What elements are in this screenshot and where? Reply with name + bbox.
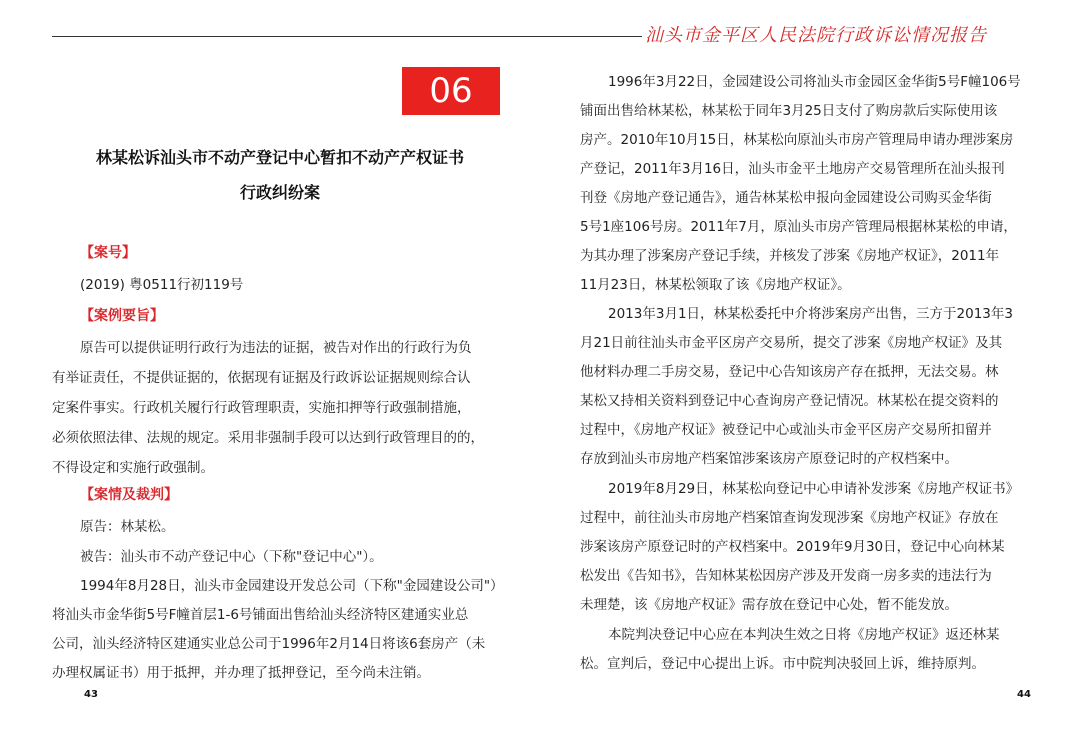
body-line: 2019年8月29日，林某松向登记中心申请补发涉案《房地产权证书》 bbox=[608, 481, 1020, 497]
section-heading-facts: 【案情及裁判】 bbox=[80, 487, 178, 503]
fact-line: 办理权属证书）用于抵押，并办理了抵押登记，至今尚未注销。 bbox=[52, 665, 430, 681]
case-number: (2019) 粤0511行初119号 bbox=[80, 277, 244, 293]
body-line: 存放到汕头市房地产档案馆涉案该房产原登记时的产权档案中。 bbox=[580, 451, 958, 467]
section-heading-case-no: 【案号】 bbox=[80, 245, 136, 261]
case-number-badge: 06 bbox=[402, 67, 500, 115]
body-line: 月21日前往汕头市金平区房产交易所，提交了涉案《房地产权证》及其 bbox=[580, 335, 1003, 351]
body-line: 本院判决登记中心应在本判决生效之日将《房地产权证》返还林某 bbox=[608, 627, 1000, 643]
gist-line: 有举证责任，不提供证据的，依据现有证据及行政诉讼证据规则综合认 bbox=[52, 370, 471, 386]
body-line: 某松又持相关资料到登记中心查询房产登记情况。林某松在提交资料的 bbox=[580, 393, 999, 409]
case-title-line-1: 林某松诉汕头市不动产登记中心暂扣不动产产权证书 bbox=[95, 148, 464, 167]
body-line: 房产。2010年10月15日，林某松向原汕头市房产管理局申请办理涉案房 bbox=[580, 132, 1014, 148]
body-line: 过程中，前往汕头市房地产档案馆查询发现涉案《房地产权证》存放在 bbox=[580, 510, 999, 526]
body-line: 松发出《告知书》，告知林某松因房产涉及开发商一房多卖的违法行为 bbox=[580, 568, 992, 584]
gist-line: 定案件事实。行政机关履行行政管理职责，实施扣押等行政强制措施， bbox=[52, 400, 471, 416]
body-line: 5号1座106号房。2011年7月，原汕头市房产管理局根据林某松的申请， bbox=[580, 219, 1017, 235]
body-line: 1996年3月22日，金园建设公司将汕头市金园区金华街5号F幢106号 bbox=[608, 74, 1021, 90]
section-heading-gist: 【案例要旨】 bbox=[80, 308, 164, 324]
gist-line: 不得设定和实施行政强制。 bbox=[52, 460, 214, 476]
gist-line: 必须依照法律、法规的规定。采用非强制手段可以达到行政管理目的的， bbox=[52, 430, 484, 446]
body-line: 过程中，《房地产权证》被登记中心或汕头市金平区房产交易所扣留并 bbox=[580, 422, 992, 438]
body-line: 刊登《房地产登记通告》，通告林某松申报向金园建设公司购买金华街 bbox=[580, 190, 992, 206]
case-title-line-2: 行政纠纷案 bbox=[239, 183, 320, 202]
body-line: 产登记，2011年3月16日，汕头市金平土地房产交易管理所在汕头报刊 bbox=[580, 161, 1005, 177]
report-header-title: 汕头市金平区人民法院行政诉讼情况报告 bbox=[645, 25, 987, 46]
fact-line: 公司，汕头经济特区建通实业总公司于1996年2月14日将该6套房产（未 bbox=[52, 636, 486, 652]
body-line: 未理楚，该《房地产权证》需存放在登记中心处，暂不能发放。 bbox=[580, 597, 958, 613]
body-line: 他材料办理二手房交易，登记中心告知该房产存在抵押，无法交易。林 bbox=[580, 364, 999, 380]
fact-line: 将汕头市金华街5号F幢首层1-6号铺面出售给汕头经济特区建通实业总 bbox=[52, 607, 469, 623]
body-line: 铺面出售给林某松，林某松于同年3月25日支付了购房款后实际使用该 bbox=[580, 103, 998, 119]
body-line: 涉案该房产原登记时的产权档案中。2019年9月30日，登记中心向林某 bbox=[580, 539, 1005, 555]
defendant-line: 被告：汕头市不动产登记中心（下称"登记中心"）。 bbox=[80, 549, 383, 565]
body-line: 为其办理了涉案房产登记手续，并核发了涉案《房地产权证》，2011年 bbox=[580, 248, 1000, 264]
gist-line: 原告可以提供证明行政行为违法的证据，被告对作出的行政行为负 bbox=[80, 340, 472, 356]
plaintiff-line: 原告：林某松。 bbox=[80, 519, 175, 535]
page-number-left: 43 bbox=[84, 689, 98, 700]
body-line: 11月23日，林某松领取了该《房地产权证》。 bbox=[580, 277, 851, 293]
page-number-right: 44 bbox=[1017, 689, 1031, 700]
body-line: 松。宣判后，登记中心提出上诉。市中院判决驳回上诉，维持原判。 bbox=[580, 656, 985, 672]
body-line: 2013年3月1日，林某松委托中介将涉案房产出售，三方于2013年3 bbox=[608, 306, 1013, 322]
fact-line: 1994年8月28日，汕头市金园建设开发总公司（下称"金园建设公司"） bbox=[80, 578, 504, 594]
